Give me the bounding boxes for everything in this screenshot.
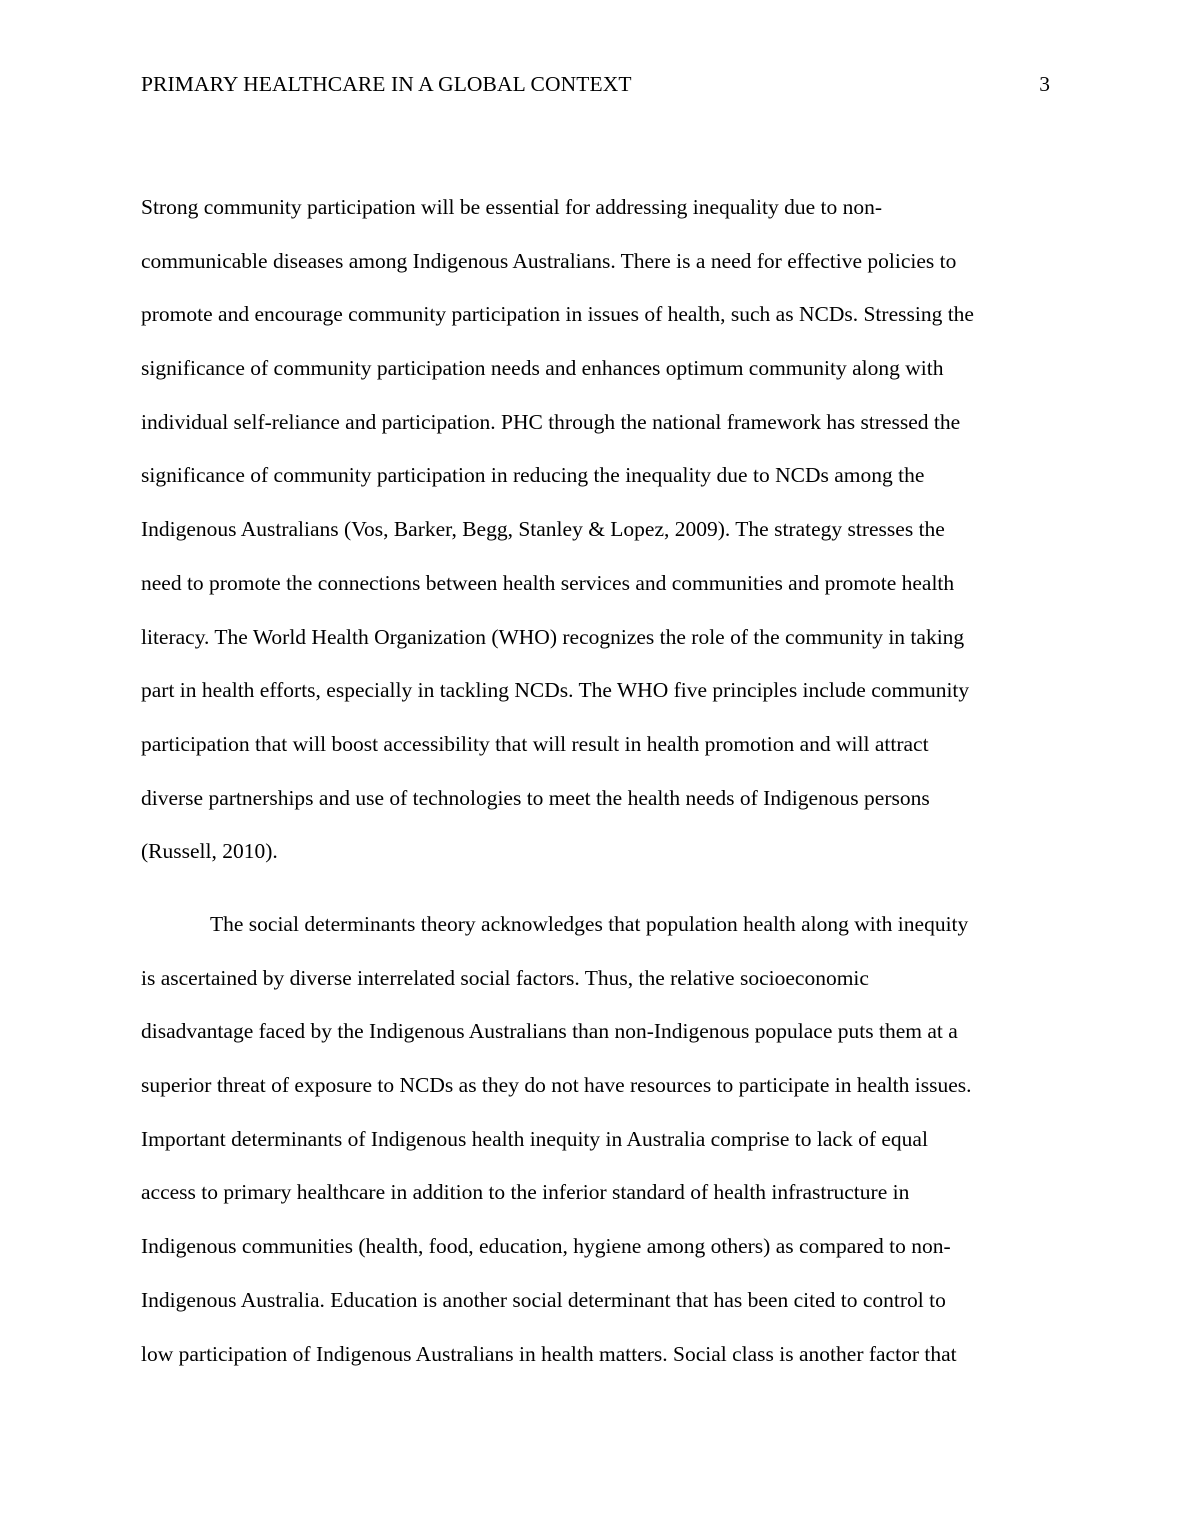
paragraph-line: communicable diseases among Indigenous Australians. There is a need for effective policies to xyxy=(141,248,957,273)
paragraph-line: diverse partnerships and use of technologies to meet the health needs of Indigenous persons xyxy=(141,785,930,810)
paragraph-2 xyxy=(141,898,1061,1381)
paragraph-line: Indigenous Australia. Education is another social determinant that has been cited to control to xyxy=(141,1287,946,1312)
paragraph-line: Important determinants of Indigenous health inequity in Australia comprise to lack of equal xyxy=(141,1126,928,1151)
running-head: PRIMARY HEALTHCARE IN A GLOBAL CONTEXT xyxy=(141,72,632,96)
paragraph-line: part in health efforts, especially in tackling NCDs. The WHO five principles include community xyxy=(141,678,970,703)
page-number: 3 xyxy=(1039,72,1050,96)
paragraph-line: literacy. The World Health Organization (WHO) recognizes the role of the community in taking xyxy=(141,624,965,649)
paragraph-line: disadvantage faced by the Indigenous Australians than non-Indigenous populace puts them at a xyxy=(141,1019,958,1044)
paragraph-line: access to primary healthcare in addition to the inferior standard of health infrastructure in xyxy=(141,1180,910,1205)
paragraph-line: Strong community participation will be essential for addressing inequality due to non- xyxy=(141,195,883,219)
paragraph-line: participation that will boost accessibility that will result in health promotion and will attract xyxy=(141,731,929,756)
paragraph-line: low participation of Indigenous Australians in health matters. Social class is another factor that xyxy=(141,1341,957,1366)
paragraph-line: Indigenous Australians (Vos, Barker, Begg, Stanley & Lopez, 2009). The strategy stresses the xyxy=(141,517,945,542)
paragraph-line: superior threat of exposure to NCDs as they do not have resources to participate in health issues. xyxy=(141,1073,972,1098)
paragraph-line: significance of community participation needs and enhances optimum community along with xyxy=(141,356,944,381)
paragraph-line: Indigenous communities (health, food, education, hygiene among others) as compared to non- xyxy=(141,1234,951,1259)
paragraph-line: The social determinants theory acknowledges that population health along with inequity xyxy=(210,912,969,936)
paragraph-1 xyxy=(141,181,1061,879)
paragraph-line: individual self-reliance and participation. PHC through the national framework has stressed the xyxy=(141,409,961,434)
paragraph-line: significance of community participation in reducing the inequality due to NCDs among the xyxy=(141,463,925,488)
paragraph-line: (Russell, 2010). xyxy=(141,839,278,864)
paragraph-line: promote and encourage community participation in issues of health, such as NCDs. Stressing the xyxy=(141,302,974,327)
paragraph-line: is ascertained by diverse interrelated social factors. Thus, the relative socioeconomic xyxy=(141,965,869,990)
paragraph-line: need to promote the connections between health services and communities and promote health xyxy=(141,570,955,595)
